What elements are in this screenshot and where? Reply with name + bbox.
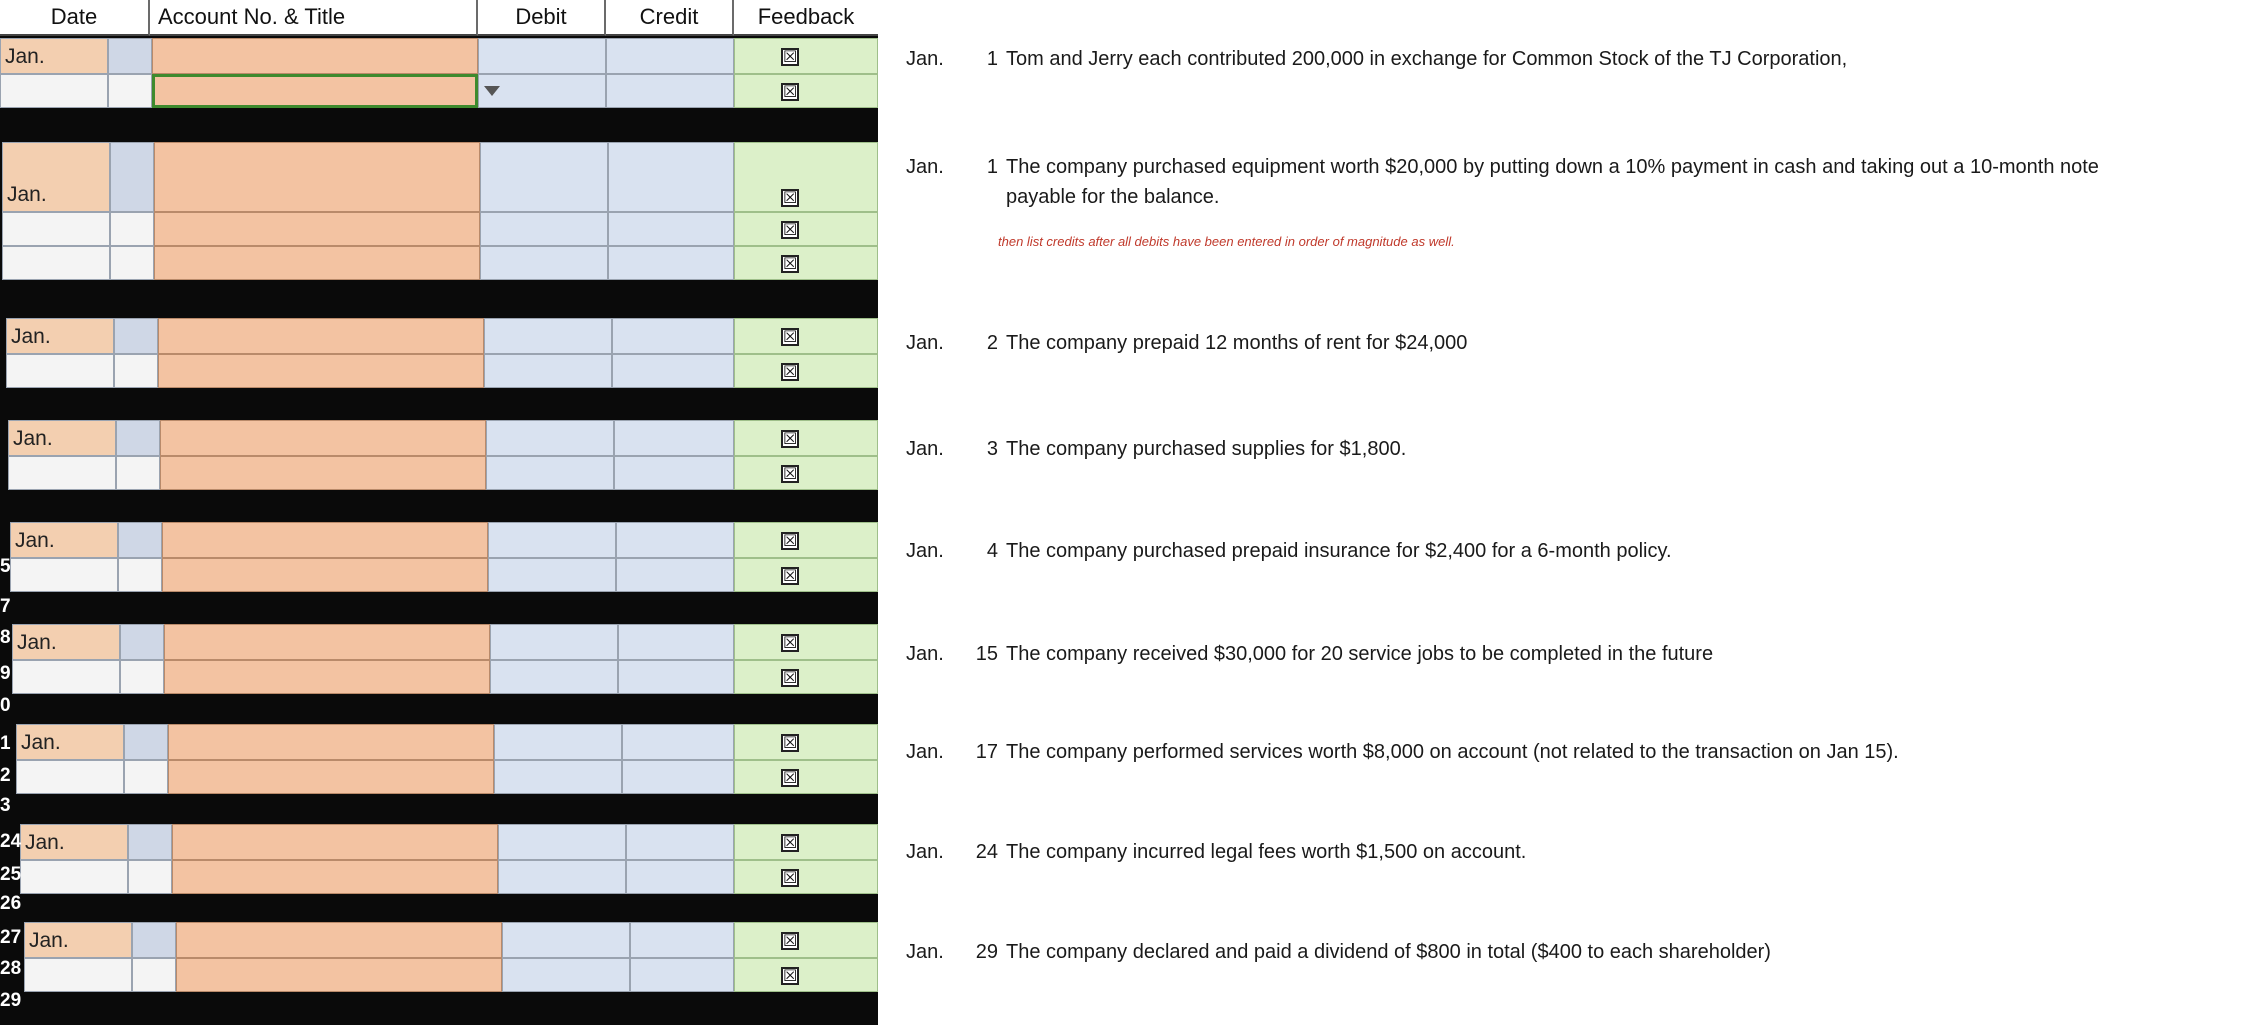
feedback-x-icon[interactable]: ☒ xyxy=(783,464,798,483)
date-cell[interactable] xyxy=(12,624,120,660)
feedback-cell xyxy=(734,354,878,388)
account-dropdown[interactable] xyxy=(168,760,494,794)
transaction-text: The company performed services worth $8,000 on account (not related to the transaction on Jan 15). xyxy=(1006,741,1899,763)
day-cell[interactable] xyxy=(116,456,160,490)
debit-input[interactable] xyxy=(486,456,614,490)
transaction-item xyxy=(906,332,1467,355)
account-dropdown[interactable] xyxy=(154,212,480,246)
date-cell[interactable] xyxy=(6,354,114,388)
credit-input[interactable] xyxy=(622,760,734,794)
day-cell[interactable] xyxy=(116,420,160,456)
debit-input[interactable] xyxy=(490,624,618,660)
transaction-day: 4 xyxy=(986,540,998,562)
transaction-text: The company purchased equipment worth $20,000 by putting down a 10% payment in cash and taking out a 10-month note xyxy=(1006,156,2099,178)
feedback-x-icon[interactable]: ☒ xyxy=(783,931,798,950)
feedback-cell xyxy=(734,212,878,246)
transaction-day: 29 xyxy=(975,941,998,963)
credit-input[interactable] xyxy=(612,354,734,388)
debit-input[interactable] xyxy=(502,958,630,992)
day-cell[interactable] xyxy=(128,860,172,894)
transaction-day: 17 xyxy=(975,741,998,763)
header-credit: Credit xyxy=(606,0,734,36)
feedback-x-icon[interactable]: ☒ xyxy=(783,429,798,448)
date-cell[interactable] xyxy=(0,38,108,74)
date-cell[interactable] xyxy=(0,74,108,108)
account-dropdown[interactable] xyxy=(154,142,480,212)
journal-entry-sheet xyxy=(0,0,878,1025)
account-dropdown[interactable] xyxy=(164,660,490,694)
credit-input[interactable] xyxy=(614,456,734,490)
row-number: 24 xyxy=(0,831,22,852)
feedback-cell xyxy=(734,558,878,592)
date-cell[interactable] xyxy=(24,958,132,992)
day-cell[interactable] xyxy=(110,142,154,212)
header-debit: Debit xyxy=(478,0,606,36)
header-feedback: Feedback xyxy=(734,0,878,36)
row-number: 9 xyxy=(0,663,11,684)
credit-input[interactable] xyxy=(618,660,734,694)
date-cell[interactable] xyxy=(8,420,116,456)
credit-input[interactable] xyxy=(616,522,734,558)
day-cell[interactable] xyxy=(114,318,158,354)
credit-input[interactable] xyxy=(608,246,734,280)
transaction-day: 24 xyxy=(975,841,998,863)
account-dropdown[interactable] xyxy=(176,958,502,992)
header-account: Account No. & Title xyxy=(150,0,478,36)
date-label: Jan. xyxy=(29,929,69,952)
instruction-note: then list credits after all debits have been entered in order of magnitude as well. xyxy=(998,234,1455,249)
debit-input[interactable] xyxy=(490,660,618,694)
transaction-item xyxy=(906,438,1406,461)
day-cell[interactable] xyxy=(118,522,162,558)
date-cell[interactable] xyxy=(12,660,120,694)
date-cell[interactable] xyxy=(16,724,124,760)
date-label: Jan. xyxy=(11,325,51,348)
transaction-month: Jan. xyxy=(906,156,944,178)
row-number: 25 xyxy=(0,864,22,885)
feedback-cell xyxy=(734,74,878,108)
transaction-day: 1 xyxy=(986,156,998,178)
debit-input[interactable] xyxy=(484,354,612,388)
transaction-day: 15 xyxy=(975,643,998,665)
feedback-cell xyxy=(734,456,878,490)
debit-input[interactable] xyxy=(488,558,616,592)
credit-input[interactable] xyxy=(606,74,734,108)
credit-input[interactable] xyxy=(616,558,734,592)
feedback-x-icon[interactable]: ☒ xyxy=(783,220,798,239)
date-label: Jan. xyxy=(13,427,53,450)
account-dropdown[interactable] xyxy=(172,824,498,860)
feedback-x-icon[interactable]: ☒ xyxy=(783,566,798,585)
transaction-month: Jan. xyxy=(906,841,944,863)
date-label: Jan. xyxy=(25,831,65,854)
feedback-cell xyxy=(734,38,878,74)
feedback-cell xyxy=(734,824,878,860)
transaction-text: The company purchased supplies for $1,800. xyxy=(1006,438,1407,460)
day-cell[interactable] xyxy=(110,246,154,280)
credit-input[interactable] xyxy=(608,142,734,212)
debit-input[interactable] xyxy=(488,522,616,558)
account-dropdown[interactable] xyxy=(158,354,484,388)
day-cell[interactable] xyxy=(114,354,158,388)
date-cell[interactable] xyxy=(2,246,110,280)
debit-input[interactable] xyxy=(498,824,626,860)
transaction-month: Jan. xyxy=(906,332,944,354)
account-dropdown[interactable] xyxy=(154,246,480,280)
debit-input[interactable] xyxy=(494,760,622,794)
date-cell[interactable] xyxy=(2,212,110,246)
date-label: Jan. xyxy=(21,731,61,754)
day-cell[interactable] xyxy=(132,958,176,992)
feedback-x-icon[interactable]: ☒ xyxy=(783,668,798,687)
feedback-cell xyxy=(734,860,878,894)
feedback-cell xyxy=(734,724,878,760)
transaction-text: The company declared and paid a dividend of $800 in total ($400 to each shareholder) xyxy=(1006,941,1771,963)
transaction-item xyxy=(906,741,1899,764)
feedback-x-icon[interactable]: ☒ xyxy=(783,868,798,887)
transaction-month: Jan. xyxy=(906,540,944,562)
transaction-text: The company prepaid 12 months of rent for $24,000 xyxy=(1006,332,1468,354)
transaction-month: Jan. xyxy=(906,438,944,460)
row-number: 2 xyxy=(0,765,11,786)
date-label: Jan. xyxy=(7,183,47,206)
transaction-continuation: payable for the balance. xyxy=(1006,186,1220,208)
account-dropdown[interactable] xyxy=(162,558,488,592)
transaction-month: Jan. xyxy=(906,48,944,70)
feedback-cell xyxy=(734,958,878,992)
date-label: Jan. xyxy=(15,529,55,552)
transaction-item xyxy=(906,156,2099,179)
transaction-item xyxy=(906,540,1672,563)
account-dropdown[interactable] xyxy=(160,420,486,456)
account-dropdown[interactable] xyxy=(160,456,486,490)
transaction-text: The company incurred legal fees worth $1,500 on account. xyxy=(1006,841,1527,863)
row-number: 5 xyxy=(0,556,11,577)
day-cell[interactable] xyxy=(110,212,154,246)
debit-input[interactable] xyxy=(502,922,630,958)
row-number: 28 xyxy=(0,958,22,979)
debit-input[interactable] xyxy=(478,38,606,74)
credit-input[interactable] xyxy=(606,38,734,74)
feedback-cell xyxy=(734,922,878,958)
day-cell[interactable] xyxy=(108,74,152,108)
day-cell[interactable] xyxy=(120,660,164,694)
account-dropdown[interactable] xyxy=(176,922,502,958)
credit-input[interactable] xyxy=(618,624,734,660)
credit-input[interactable] xyxy=(614,420,734,456)
feedback-x-icon[interactable]: ☒ xyxy=(783,362,798,381)
date-cell[interactable] xyxy=(24,922,132,958)
feedback-cell xyxy=(734,760,878,794)
day-cell[interactable] xyxy=(132,922,176,958)
date-cell[interactable] xyxy=(10,522,118,558)
credit-input[interactable] xyxy=(612,318,734,354)
credit-input[interactable] xyxy=(622,724,734,760)
feedback-x-icon[interactable]: ☒ xyxy=(783,733,798,752)
debit-input[interactable] xyxy=(486,420,614,456)
row-number: 3 xyxy=(0,795,11,816)
feedback-cell xyxy=(734,660,878,694)
day-cell[interactable] xyxy=(124,760,168,794)
feedback-x-icon[interactable]: ☒ xyxy=(783,188,798,207)
transaction-item xyxy=(906,643,1713,666)
feedback-x-icon[interactable]: ☒ xyxy=(783,833,798,852)
transaction-month: Jan. xyxy=(906,643,944,665)
credit-input[interactable] xyxy=(626,824,734,860)
account-dropdown[interactable] xyxy=(162,522,488,558)
date-cell[interactable] xyxy=(6,318,114,354)
transaction-day: 1 xyxy=(986,48,998,70)
date-cell[interactable] xyxy=(20,824,128,860)
day-cell[interactable] xyxy=(128,824,172,860)
feedback-x-icon[interactable]: ☒ xyxy=(783,966,798,985)
debit-input[interactable] xyxy=(484,318,612,354)
account-dropdown[interactable] xyxy=(158,318,484,354)
feedback-cell xyxy=(734,318,878,354)
feedback-cell xyxy=(734,522,878,558)
day-cell[interactable] xyxy=(118,558,162,592)
debit-input[interactable] xyxy=(480,212,608,246)
debit-input[interactable] xyxy=(480,142,608,212)
transaction-item xyxy=(906,48,1847,71)
account-dropdown[interactable] xyxy=(168,724,494,760)
feedback-x-icon[interactable]: ☒ xyxy=(783,327,798,346)
date-label: Jan. xyxy=(5,45,45,68)
row-number: 26 xyxy=(0,893,22,914)
row-number: 0 xyxy=(0,695,11,716)
transaction-text: The company received $30,000 for 20 service jobs to be completed in the future xyxy=(1006,643,1714,665)
feedback-cell xyxy=(734,624,878,660)
date-cell[interactable] xyxy=(10,558,118,592)
transaction-day: 2 xyxy=(986,332,998,354)
date-label: Jan. xyxy=(17,631,57,654)
transaction-item xyxy=(906,941,1771,964)
dropdown-arrow-icon[interactable] xyxy=(484,86,500,96)
feedback-x-icon[interactable]: ☒ xyxy=(783,82,798,101)
credit-input[interactable] xyxy=(608,212,734,246)
debit-input[interactable] xyxy=(480,246,608,280)
transaction-month: Jan. xyxy=(906,941,944,963)
row-number: 8 xyxy=(0,627,11,648)
debit-input[interactable] xyxy=(494,724,622,760)
feedback-x-icon[interactable]: ☒ xyxy=(783,531,798,550)
account-dropdown[interactable] xyxy=(152,74,478,108)
feedback-x-icon[interactable]: ☒ xyxy=(783,633,798,652)
account-dropdown[interactable] xyxy=(164,624,490,660)
day-cell[interactable] xyxy=(120,624,164,660)
transaction-item xyxy=(906,841,1526,864)
day-cell[interactable] xyxy=(124,724,168,760)
feedback-x-icon[interactable]: ☒ xyxy=(783,254,798,273)
date-cell[interactable] xyxy=(16,760,124,794)
row-number: 7 xyxy=(0,596,11,617)
row-number: 27 xyxy=(0,927,22,948)
header-date: Date xyxy=(0,0,150,36)
row-number: 1 xyxy=(0,733,11,754)
feedback-x-icon[interactable]: ☒ xyxy=(783,768,798,787)
transaction-text: Tom and Jerry each contributed 200,000 in exchange for Common Stock of the TJ Corporation, xyxy=(1006,48,1848,70)
credit-input[interactable] xyxy=(626,860,734,894)
row-number: 29 xyxy=(0,990,22,1011)
transaction-text: The company purchased prepaid insurance for $2,400 for a 6-month policy. xyxy=(1006,540,1672,562)
feedback-cell xyxy=(734,142,878,212)
date-cell[interactable] xyxy=(2,142,110,212)
date-cell[interactable] xyxy=(20,860,128,894)
feedback-cell xyxy=(734,420,878,456)
transaction-day: 3 xyxy=(986,438,998,460)
account-dropdown[interactable] xyxy=(172,860,498,894)
date-cell[interactable] xyxy=(8,456,116,490)
credit-input[interactable] xyxy=(630,958,734,992)
credit-input[interactable] xyxy=(630,922,734,958)
account-dropdown[interactable] xyxy=(152,38,478,74)
debit-input[interactable] xyxy=(498,860,626,894)
feedback-x-icon[interactable]: ☒ xyxy=(783,47,798,66)
feedback-cell xyxy=(734,246,878,280)
transaction-month: Jan. xyxy=(906,741,944,763)
day-cell[interactable] xyxy=(108,38,152,74)
